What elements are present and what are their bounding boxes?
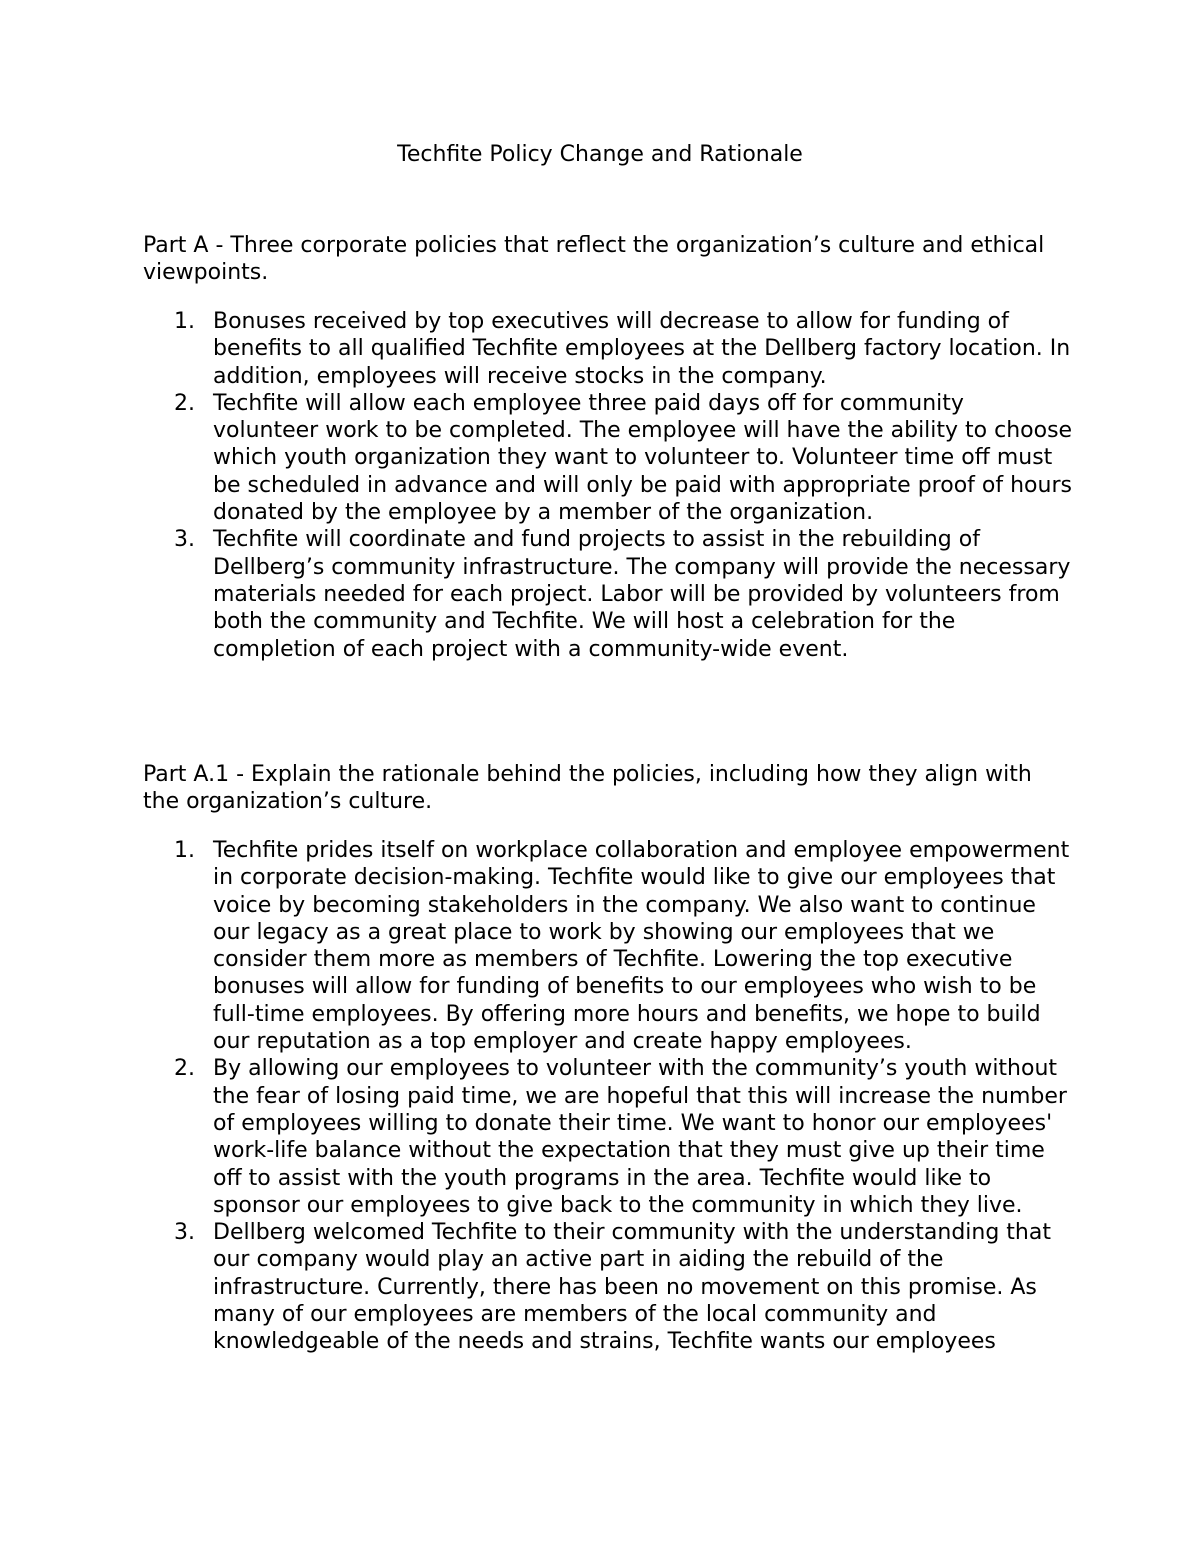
list-item [143,390,1073,526]
rationale-list [143,837,1073,1356]
list-item [143,1219,1073,1355]
policy-list [143,308,1073,663]
list-item [143,526,1073,662]
list-item-number: 1. [174,309,195,334]
list-item-text: Techfite prides itself on workplace collaboration and employee empowerment in corporate decision-making. Techfite would like to give our employees that voice by becoming stakeholders in the company. We also want to continue our legacy as a great place to work by showing our employees that we consider them more as members of Techfite. Lowering the top executive bonuses will allow for funding of benefits to our employees who wish to be full-time employees. By offering more hours and benefits, we hope to build our reputation as a top employer and create happy employees. [213,838,1070,1055]
list-item [143,1055,1073,1219]
list-item-text: Techfite will coordinate and fund projects to assist in the rebuilding of Dellberg’s community infrastructure. The company will provide the necessary materials needed for each project. Labor will be provided by volunteers from both the community and Techfite. We will host a celebration for the completion of each project with a community-wide event. [213,527,1071,662]
list-item-number: 1. [174,838,195,863]
list-item-number: 3. [174,527,195,553]
document-title: Techfite Policy Change and Rationale [397,142,803,167]
list-item-number: 2. [174,1056,195,1082]
list-item-text: Techfite will allow each employee three paid days off for community volunteer work to be completed. The employee will have the ability to choose which youth organization they want to volunteer to. Volunteer time off must be scheduled in advance and will only be paid with appropriate proof of hours donated by the employee by a member of the organization. [213,390,1073,526]
list-item-text: By allowing our employees to volunteer with the community’s youth without the fear of losing paid time, we are hopeful that this will increase the number of employees willing to donate their time. We want to honor our employees' work-life balance without the expectation that they must give up their time off to assist with the youth programs in the area. Techfite would like to sponsor our employees to give back to the community in which they live. [213,1056,1067,1218]
section-heading: Part A.1 - Explain the rationale behind the policies, including how they align with the organization’s culture. [143,762,1032,814]
list-item-text: Bonuses received by top executives will decrease to allow for funding of benefits to all qualified Techfite employees at the Dellberg factory location. In addition, employees will receive stocks in the company. [213,309,1071,389]
list-item [143,837,1073,1055]
list-item [143,308,1073,390]
list-item-number: 2. [174,390,195,416]
section-heading: Part A - Three corporate policies that reflect the organization’s culture and ethical viewpoints. [143,233,1045,285]
section-part-a [143,232,1073,663]
section-part-a1 [143,761,1073,1356]
list-item-number: 3. [174,1220,195,1246]
list-item-text: Dellberg welcomed Techfite to their community with the understanding that our company would play an active part in aiding the rebuild of the infrastructure. Currently, there has been no movement on this promise. As many of our employees are members of the local community and knowledgeable of the needs and strains, Techfite wants our employees [213,1220,1051,1355]
